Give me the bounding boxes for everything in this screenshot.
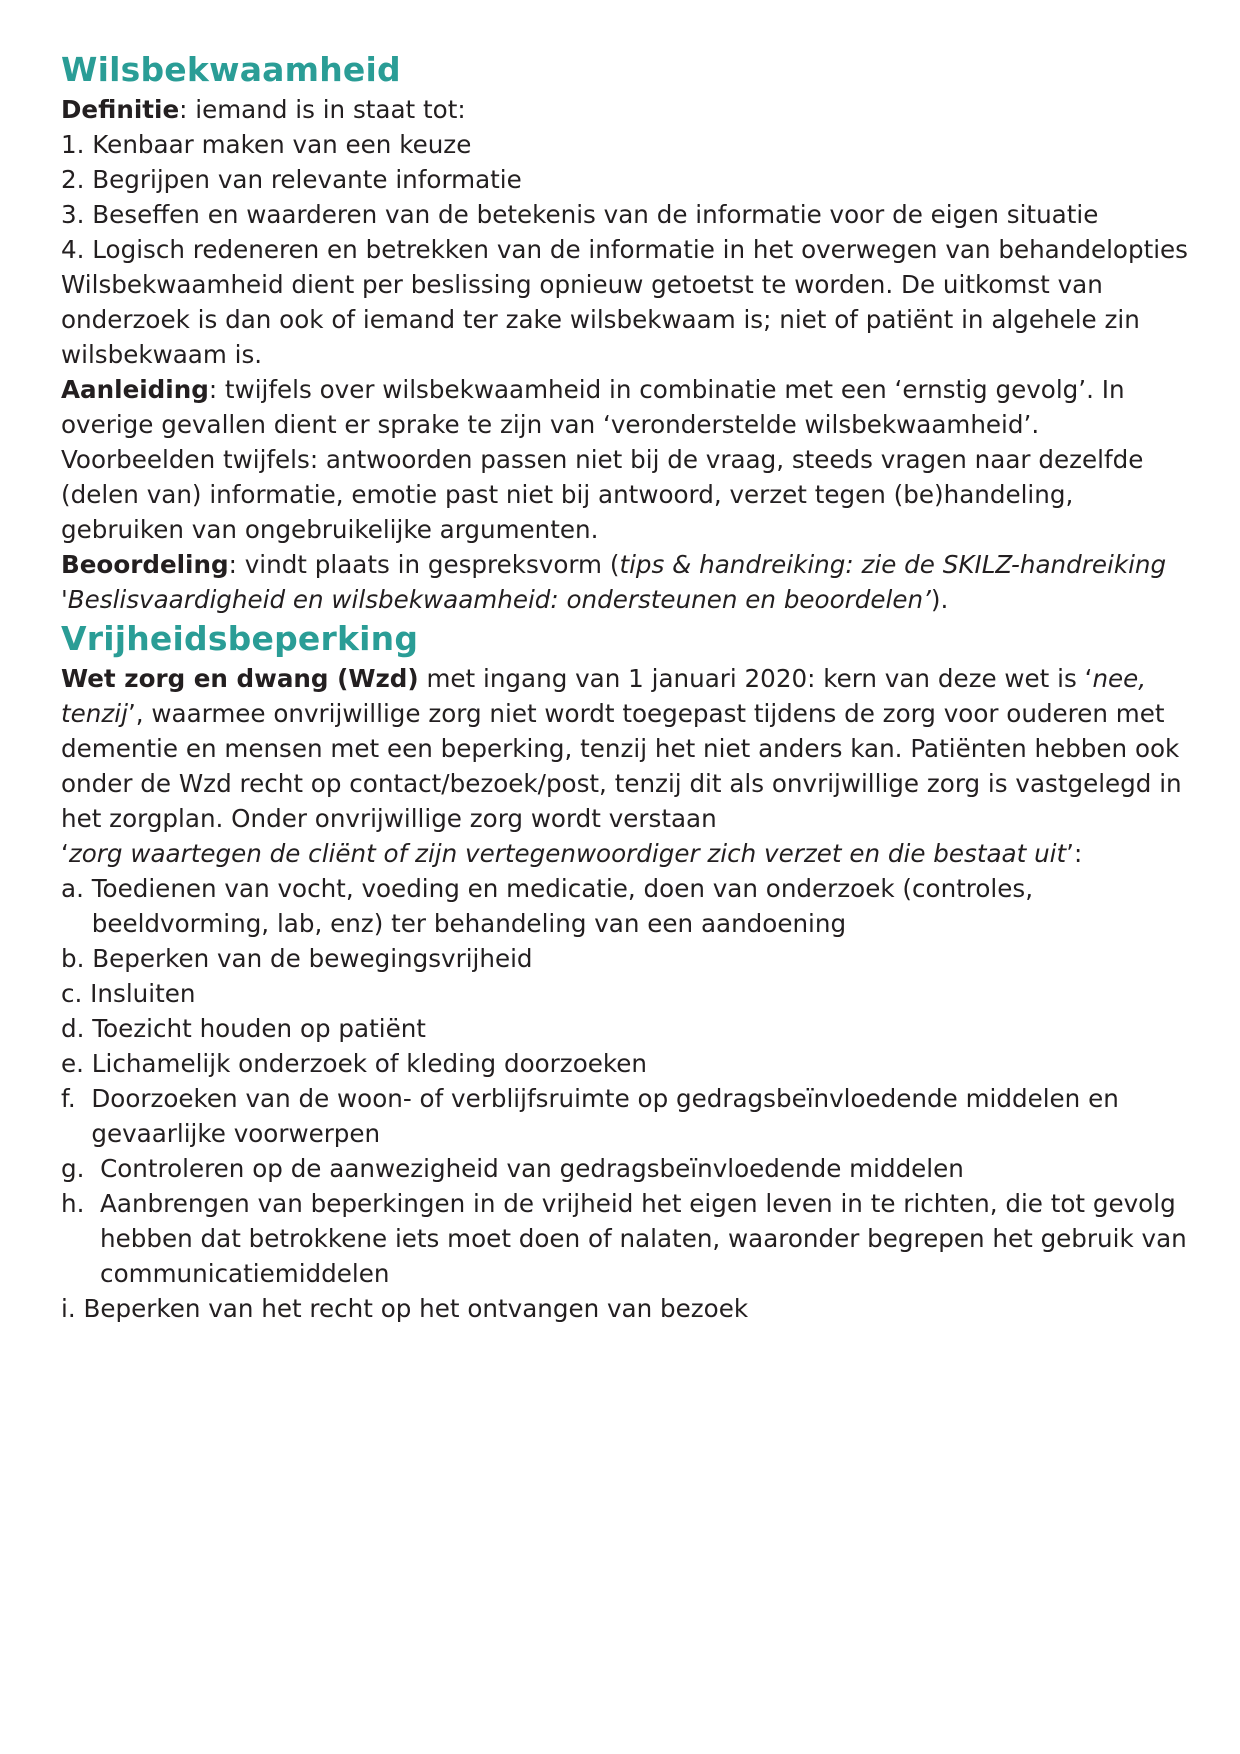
list-text: Toedienen van vocht, voeding en medicatie, doen van onderzoek (controles, beeldvorming, lab, enz) ter behandeling van een aandoening xyxy=(91,874,1034,938)
list-marker: a. xyxy=(61,874,92,903)
list-marker: e. xyxy=(61,1049,92,1078)
list-marker: i. xyxy=(61,1294,84,1323)
list-item xyxy=(61,1186,1191,1291)
quote-italic: zorg waartegen de cliënt of zijn vertegenwoordiger zich verzet en die bestaat uit xyxy=(68,839,1067,868)
list-item xyxy=(61,1011,1191,1046)
list-item xyxy=(61,1081,1191,1151)
beoordeling-label: Beoordeling xyxy=(61,550,229,579)
heading-vrijheidsbeperking: Vrijheidsbeperking xyxy=(61,619,419,658)
criteria-item: 4. Logisch redeneren en betrekken van de informatie in het overwegen van behandelopties xyxy=(61,235,1188,264)
list-text: Insluiten xyxy=(90,979,196,1008)
quote-open: ‘ xyxy=(61,839,69,868)
criteria-item: 1. Kenbaar maken van een keuze xyxy=(61,130,472,159)
voorbeelden-paragraph: Voorbeelden twijfels: antwoorden passen niet bij de vraag, steeds vragen naar dezelfde (delen van) informatie, emotie past niet bij antwoord, verzet tegen (be)handeling, gebruiken van ongebruikelijke argumenten. xyxy=(61,445,1144,544)
aanleiding-label: Aanleiding xyxy=(61,375,209,404)
criteria-item: 2. Begrijpen van relevante informatie xyxy=(61,165,522,194)
aanleiding-text: : twijfels over wilsbekwaamheid in combinatie met een ‘ernstig gevolg’. In overige gevallen dient er sprake te zijn van ‘veronderstelde wilsbekwaamheid’. xyxy=(61,375,1125,439)
quote-close: ’: xyxy=(1066,839,1083,868)
definitie-line xyxy=(61,92,1191,127)
aanleiding-paragraph xyxy=(61,372,1191,442)
criteria-item: 3. Beseffen en waarderen van de betekenis van de informatie voor de eigen situatie xyxy=(61,200,1099,229)
list-marker: h. xyxy=(61,1189,101,1218)
list-marker: b. xyxy=(61,944,93,973)
list-item xyxy=(61,871,1191,941)
list-text: Doorzoeken van de woon- of verblijfsruimte op gedragsbeïnvloedende middelen en gevaarlijke voorwerpen xyxy=(91,1084,1119,1148)
beoordeling-reference: tips & handreiking: zie de SKILZ-handreiking 'Beslisvaardigheid en wilsbekwaamheid: ondersteunen en beoordelen’ xyxy=(61,550,1167,614)
list-text: Lichamelijk onderzoek of kleding doorzoeken xyxy=(91,1049,647,1078)
list-text: Controleren op de aanwezigheid van gedragsbeïnvloedende middelen xyxy=(100,1154,964,1183)
definitie-text: : iemand is in staat tot: xyxy=(179,95,466,124)
list-marker: f. xyxy=(61,1084,92,1113)
list-text: Beperken van het recht op het ontvangen van bezoek xyxy=(83,1294,749,1323)
list-marker: c. xyxy=(61,979,91,1008)
wzd-italic: nee, tenzij xyxy=(61,664,1147,728)
beoordeling-paragraph xyxy=(61,547,1191,617)
list-marker: g. xyxy=(61,1154,101,1183)
list-item xyxy=(61,1291,1191,1326)
quote-line xyxy=(61,836,1191,871)
wzd-text-2: ’, waarmee onvrijwillige zorg niet wordt toegepast tijdens de zorg voor ouderen met dementie en mensen met een beperking, tenzij het niet anders kan. Patiënten hebben ook onder de Wzd recht op contact/bezoek/post, tenzij dit als onvrijwillige zorg is vastgelegd in het zorgplan. Onder onvrijwillige zorg wordt verstaan xyxy=(61,699,1182,833)
criteria-list xyxy=(61,127,1191,267)
list-item xyxy=(61,1046,1191,1081)
onvrijwillige-zorg-list xyxy=(61,871,1191,1326)
document-page xyxy=(61,48,1191,1326)
beoordeling-end: ). xyxy=(930,585,949,614)
list-text: Aanbrengen van beperkingen in de vrijheid het eigen leven in te richten, die tot gevolg hebben dat betrokkene iets moet doen of nalaten, waaronder begrepen het gebruik van communicatiemiddelen xyxy=(100,1189,1187,1288)
toetsing-paragraph: Wilsbekwaamheid dient per beslissing opnieuw getoetst te worden. De uitkomst van onderzoek is dan ook of iemand ter zake wilsbekwaam is; niet of patiënt in algehele zin wilsbekwaam is. xyxy=(61,270,1140,369)
heading-wilsbekwaamheid: Wilsbekwaamheid xyxy=(61,50,401,89)
list-item xyxy=(61,941,1191,976)
definitie-label: Definitie xyxy=(61,95,180,124)
wzd-label: Wet zorg en dwang (Wzd) xyxy=(61,664,419,693)
wzd-text-1: met ingang van 1 januari 2020: kern van deze wet is ‘ xyxy=(418,664,1093,693)
list-text: Toezicht houden op patiënt xyxy=(92,1014,426,1043)
list-item xyxy=(61,976,1191,1011)
beoordeling-text: : vindt plaats in gespreksvorm ( xyxy=(228,550,620,579)
list-item xyxy=(61,1151,1191,1186)
list-marker: d. xyxy=(61,1014,93,1043)
list-text: Beperken van de bewegingsvrijheid xyxy=(92,944,533,973)
wzd-paragraph xyxy=(61,661,1191,836)
